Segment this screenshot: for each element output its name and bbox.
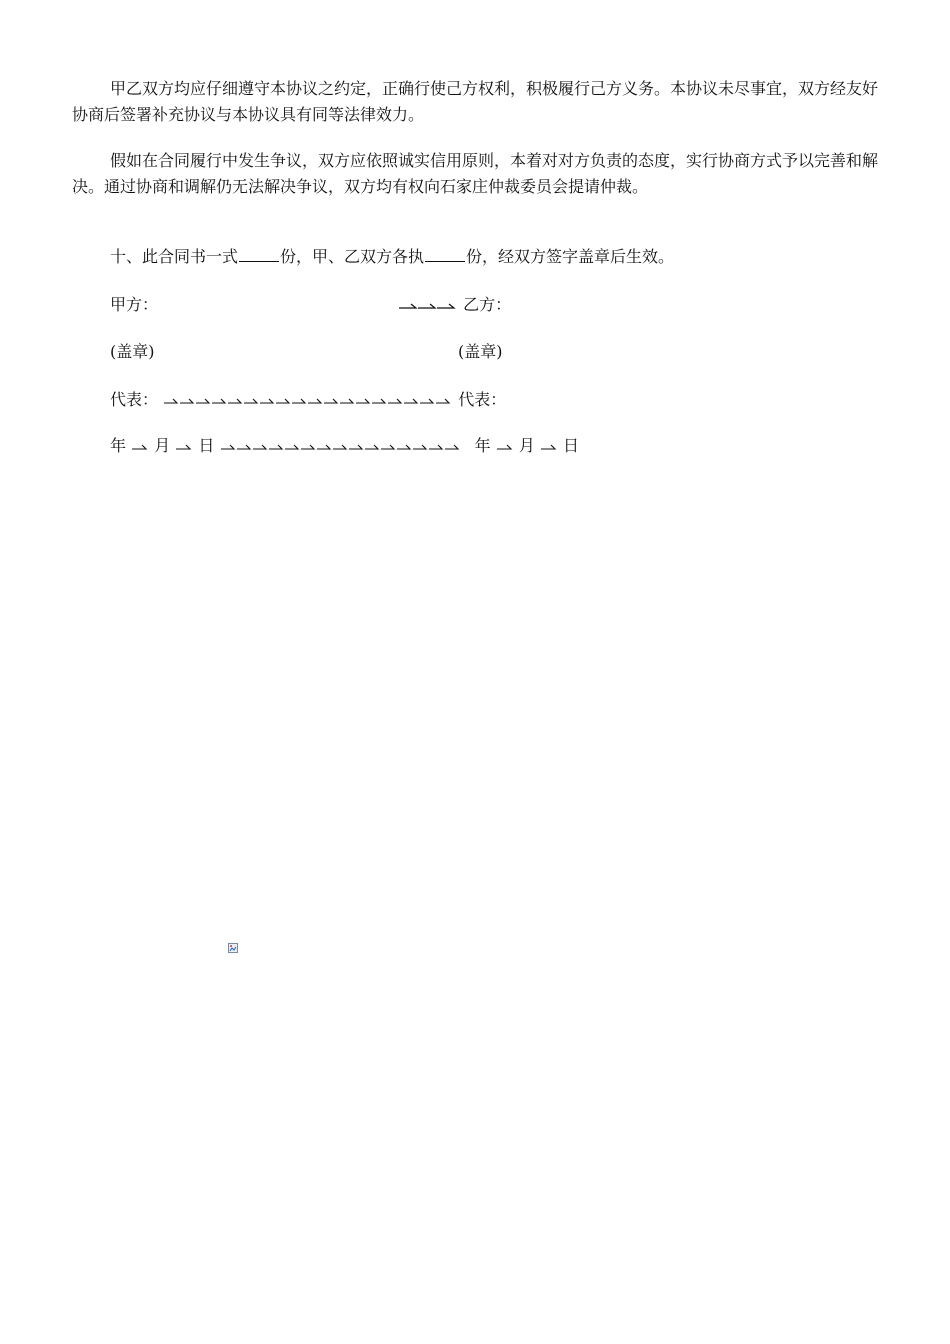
rep-a-label: 代表： xyxy=(110,390,159,409)
date-a-year: 年 xyxy=(110,436,127,455)
party-a-label: 甲方： xyxy=(110,295,159,314)
clause-ten-part1: 十、此合同书一式 xyxy=(110,247,239,266)
clause-ten-part2: 份，甲、乙双方各执 xyxy=(280,247,425,266)
party-b-group xyxy=(398,294,511,316)
tab-arrow-icon xyxy=(163,394,453,408)
tab-arrow-icon xyxy=(540,440,558,454)
copies-each-blank[interactable] xyxy=(425,246,465,262)
representative-row xyxy=(110,389,506,411)
date-a-month: 月 xyxy=(154,436,171,455)
date-b-day: 日 xyxy=(563,436,580,455)
party-b-label: 乙方： xyxy=(463,295,512,314)
tab-arrow-icon xyxy=(398,299,458,313)
clause-ten xyxy=(110,246,674,268)
tab-arrow-icon xyxy=(131,440,149,454)
tab-arrow-icon xyxy=(220,440,470,454)
seal-a-label: (盖章) xyxy=(110,342,155,361)
copies-total-blank[interactable] xyxy=(239,246,279,262)
date-row xyxy=(110,435,579,457)
date-b-year: 年 xyxy=(474,436,491,455)
date-a-day: 日 xyxy=(198,436,215,455)
tab-arrow-icon xyxy=(496,440,514,454)
image-placeholder-icon xyxy=(228,938,238,948)
rep-b-label: 代表： xyxy=(458,390,507,409)
clause-ten-part3: 份，经双方签字盖章后生效。 xyxy=(466,247,675,266)
tab-arrow-icon xyxy=(175,440,193,454)
seal-b-label: (盖章) xyxy=(458,342,503,361)
paragraph-disputes: 假如在合同履行中发生争议，双方应依照诚实信用原则，本着对对方负责的态度，实行协商方式予以完善和解决。通过协商和调解仍无法解决争议，双方均有权向石家庄仲裁委员会提请仲裁。 xyxy=(72,151,879,196)
date-b-month: 月 xyxy=(518,436,535,455)
paragraph-obligations: 甲乙双方均应仔细遵守本协议之约定，正确行使己方权利，积极履行己方义务。本协议未尽事宜，双方经友好协商后签署补充协议与本协议具有同等法律效力。 xyxy=(72,79,879,124)
